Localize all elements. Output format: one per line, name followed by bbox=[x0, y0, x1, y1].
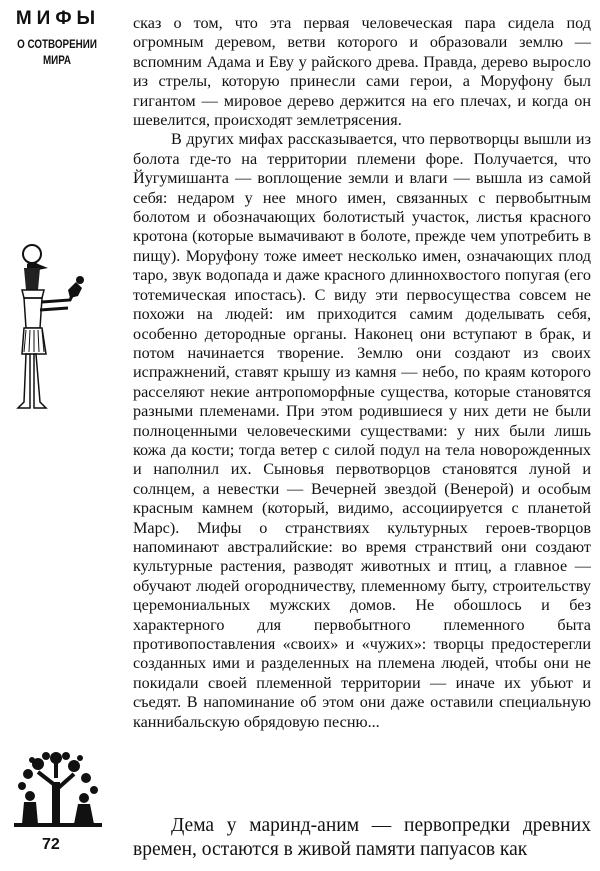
paragraph-continued: сказ о том, что эта первая человеческая пара сидела под огромным деревом, ветви которого и образовали землю — вспомним Адама и Еву у райского древа. Правда, дерево выросло из стрелы, которую принесли сами герои, а Моруфону был гигантом — мировое дерево держится на его плечах, и когда он шевелится, происходят землетрясения. bbox=[133, 14, 591, 130]
paragraph-large: Дема у маринд-аним — первопредки древних времен, остаются в живой памяти папуасов как bbox=[133, 815, 591, 860]
sidebar bbox=[0, 0, 110, 871]
series-title: МИФЫ bbox=[15, 8, 101, 29]
paragraph: В других мифах рассказывается, что первотворцы вышли из болота где-то на территории племени форе. Получается, что Йугумишанта — воплощение земли и влаги — вышла из самой себя: недаром у нее много имен, связанных с первобытным болотом и обозначающих болотистый участок, листья красного кротона (которые вымачивают в болоте, прежде чем употребить в пищу). Моруфону тоже имеет несколько имен, означающих плод таро, звук водопада и даже красного длиннохвостого попугая (его тотемическая ипостась). С виду эти первосущества совсем не похожи на людей: им приходится самим доделывать себя, особенно детородные органы. Наконец они вступают в брак, и потом начинается творение. Землю они создают из своих испражнений, ставят крышу из камня — небо, по краям которого расселяют некие антропоморфные существа, которые становятся разными племенами. При этом родившиеся у них дети не были полноценными человеческими существами: у них были лишь кожа да кости; тогда ветер с силой подул на тела новорожденных и наполнил их. Сыновья первотворцов становятся луной и солнцем, а невестки — Вечерней звездой (Венерой) и особым красным камнем (который, видимо, ассоциируется с планетой Марс). Мифы о странствиях культурных героев-творцов напоминают австралийские: во время странствий они создают культурные растения, разводят животных и птиц, а главное — обучают людей огородничеству, племенному быту, строительству церемониальных мужских домов. Не обошлось и без характерного для первобытного племенного быта противопоставления «своих» и «чужих»: творцы предостерегли созданных ими и разделенных на племена людей, чтобы они не покидали своей племенной территории — иначе их убьют и съедят. В напоминание об этом они даже оставили специальную каннибальскую обрядовую песню... bbox=[133, 130, 591, 731]
page-number: 72 bbox=[42, 836, 60, 853]
series-subtitle-line1: О СОТВОРЕНИИ bbox=[17, 37, 97, 51]
tree-with-figures-illustration bbox=[8, 752, 108, 828]
egyptian-deity-illustration bbox=[10, 242, 110, 412]
main-text bbox=[133, 14, 591, 732]
series-subtitle bbox=[12, 36, 102, 68]
series-subtitle-line2: МИРА bbox=[42, 53, 72, 67]
